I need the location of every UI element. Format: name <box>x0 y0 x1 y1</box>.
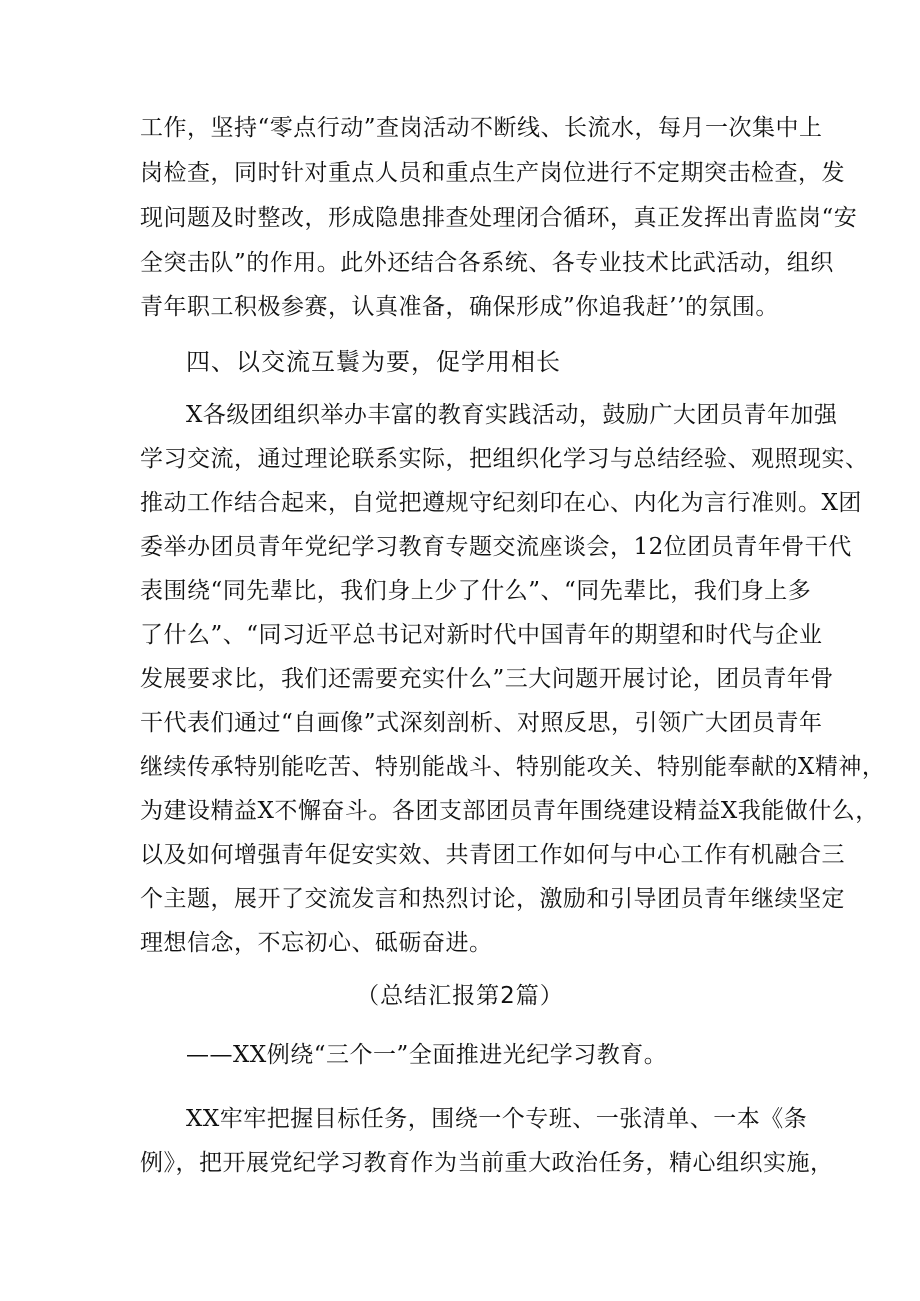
text-line: 以及如何增强青年促安实效、共青团工作如何与中心工作有机融合三 <box>140 842 845 868</box>
text-line: 全突击队”的作用。此外还结合各系统、各专业技术比武活动，组织 <box>140 250 834 276</box>
text-line: 表围绕“同先辈比，我们身上少了什么”、“同先辈比，我们身上多 <box>140 578 812 604</box>
text-line: 个主题，展开了交流发言和热烈讨论，激励和引导团员青年继续坚定 <box>140 886 845 912</box>
text-line: 推动工作结合起来，自觉把遵规守纪刻印在心、内化为言行准则。X团 <box>140 490 862 516</box>
text-line: 青年职工积极参赛，认真准备，确保形成”你追我赶’’的氛围。 <box>140 294 779 320</box>
text-line: 工作，坚持“零点行动”查岗活动不断线、长流水，每月一次集中上 <box>140 115 823 141</box>
text-line: 继续传承特别能吃苦、特别能战斗、特别能攻关、特别能奉献的X精神， <box>140 754 886 780</box>
report-subtitle: ——XX例绕“三个一”全面推进光纪学习教育。 <box>186 1042 668 1068</box>
text-line: 委举办团员青年党纪学习教育专题交流座谈会，12位团员青年骨干代 <box>140 534 852 560</box>
text-line: 例》，把开展党纪学习教育作为当前重大政治任务，精心组织实施， <box>140 1150 834 1176</box>
text-line: 理想信念，不忘初心、砥砺奋进。 <box>140 930 493 956</box>
text-line: XX牢牢把握目标任务，围绕一个专班、一张清单、一本《条 <box>186 1106 808 1132</box>
section-heading: 四、以交流互鬟为要，促学用相长 <box>186 348 561 376</box>
text-line: 学习交流，通过理论联系实际，把组织化学习与总结经验、观照现实、 <box>140 446 869 472</box>
text-line: 现问题及时整改，形成隐患排查处理闭合循环，真正发挥出青监岗“安 <box>140 205 858 231</box>
text-line: 为建设精益X不懈奋斗。各团支部团员青年围绕建设精益X我能做什么， <box>140 798 879 824</box>
text-line: 发展要求比，我们还需要充实什么”三大问题开展讨论，团员青年骨 <box>140 666 834 692</box>
text-line: X各级团组织举办丰富的教育实践活动，鼓励广大团员青年加强 <box>186 402 838 428</box>
report-part-heading: （总结汇报第2篇） <box>356 983 564 1009</box>
text-line: 了什么”、“同习近平总书记对新时代中国青年的期望和时代与企业 <box>140 622 823 648</box>
text-line: 干代表们通过“自画像”式深刻剖析、对照反思，引领广大团员青年 <box>140 710 823 736</box>
text-line: 岗检查，同时针对重点人员和重点生产岗位进行不定期突击检查，发 <box>140 160 845 186</box>
